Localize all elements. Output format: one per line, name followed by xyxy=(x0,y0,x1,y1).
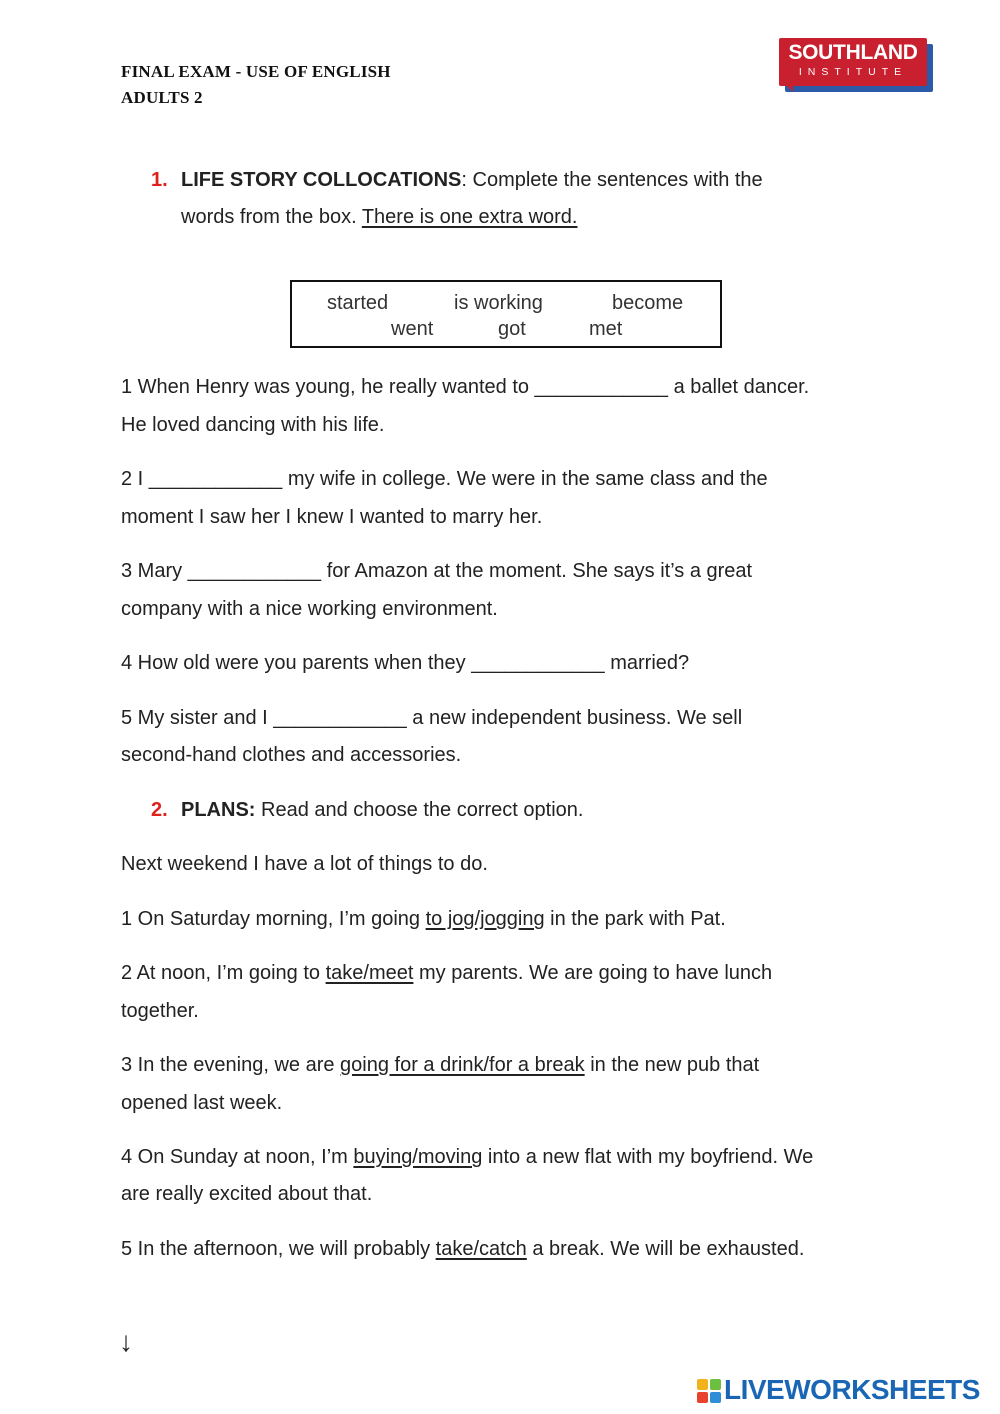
section2-instruction: Read and choose the correct option. xyxy=(255,799,584,821)
southland-logo xyxy=(779,38,929,90)
box-word: is working xyxy=(454,292,543,314)
logo-text-top: SOUTHLAND xyxy=(788,41,918,64)
section1-instruction-line2: words from the box. There is one extra word. xyxy=(181,206,578,228)
section1-title: LIFE STORY COLLOCATIONS xyxy=(181,169,462,191)
s1-item-2-line2: moment I saw her I knew I wanted to marry her. xyxy=(121,506,543,528)
option-choice[interactable]: going for a drink/for a break xyxy=(340,1054,585,1076)
s1-item-5-line2: second-hand clothes and accessories. xyxy=(121,744,462,766)
s1-item-1-line1: 1 When Henry was young, he really wanted to ____________ a ballet dancer. xyxy=(121,376,810,398)
option-choice[interactable]: to jog/jogging xyxy=(425,908,545,930)
option-choice[interactable]: take/catch xyxy=(435,1238,527,1260)
s2-item-2: 2 At noon, I’m going to take/meet my parents. We are going to have lunch xyxy=(121,962,773,984)
section2-number: 2. xyxy=(151,799,168,821)
s1-item-2-line1: 2 I ____________ my wife in college. We were in the same class and the xyxy=(121,468,768,490)
section1-instruction: : Complete the sentences with the xyxy=(461,169,763,191)
s2-item-5: 5 In the afternoon, we will probably take/catch a break. We will be exhausted. xyxy=(121,1238,805,1260)
section1-number: 1. xyxy=(151,169,168,191)
extra-word-note: There is one extra word. xyxy=(361,206,578,228)
logo-text-bottom: INSTITUTE xyxy=(798,66,908,78)
s2-item-1: 1 On Saturday morning, I’m going to jog/jogging in the park with Pat. xyxy=(121,908,726,930)
box-word: become xyxy=(612,292,684,314)
s1-item-3-line1: 3 Mary ____________ for Amazon at the moment. She says it’s a great xyxy=(121,560,753,582)
s2-item-3: 3 In the evening, we are going for a drink/for a break in the new pub that xyxy=(121,1054,760,1076)
liveworksheets-wordmark: LIVEWORKSHEETS xyxy=(724,1374,980,1405)
box-word: started xyxy=(327,292,389,314)
option-choice[interactable]: buying/moving xyxy=(353,1146,483,1168)
box-word: went xyxy=(391,318,434,340)
s2-item-4-line2: are really excited about that. xyxy=(121,1183,373,1205)
section2-intro: Next weekend I have a lot of things to do. xyxy=(121,853,488,875)
s2-item-3-line2: opened last week. xyxy=(121,1092,283,1114)
exam-title: FINAL EXAM - USE OF ENGLISH xyxy=(121,62,391,81)
section2-heading xyxy=(151,791,583,829)
s2-item-2-line2: together. xyxy=(121,1000,199,1022)
s1-item-1-line2: He loved dancing with his life. xyxy=(121,414,385,436)
s1-item-4-line1: 4 How old were you parents when they ____________ married? xyxy=(121,652,690,674)
s1-item-3-line2: company with a nice working environment. xyxy=(121,598,498,620)
word-box xyxy=(290,280,722,348)
box-word: got xyxy=(498,318,526,340)
section1-heading xyxy=(151,161,763,199)
down-arrow-icon[interactable]: ↓ xyxy=(119,1326,133,1357)
box-word: met xyxy=(589,318,623,340)
s1-item-5-line1: 5 My sister and I ____________ a new independent business. We sell xyxy=(121,707,743,729)
option-choice[interactable]: take/meet xyxy=(325,962,414,984)
exam-level: ADULTS 2 xyxy=(121,88,203,107)
section2-title: PLANS: xyxy=(181,799,256,821)
liveworksheets-logo-icon xyxy=(697,1379,721,1403)
s2-item-4: 4 On Sunday at noon, I’m buying/moving into a new flat with my boyfriend. We xyxy=(121,1146,814,1168)
